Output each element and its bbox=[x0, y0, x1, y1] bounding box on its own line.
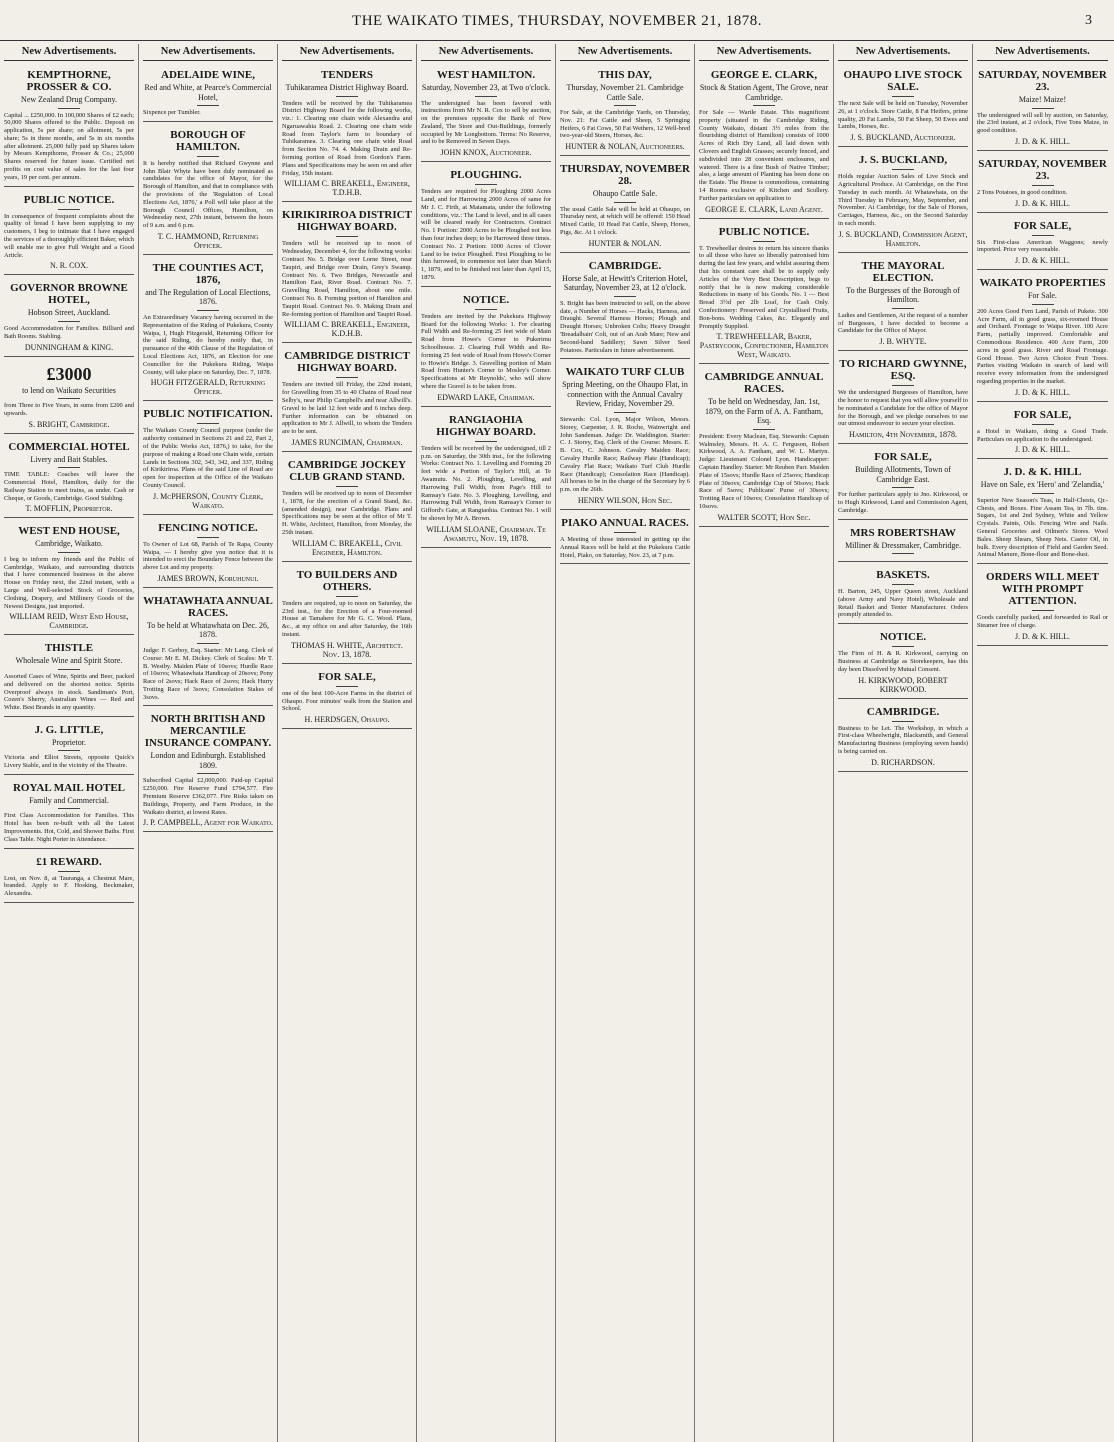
ad-signature: J. B. WHYTE. bbox=[879, 337, 927, 347]
advertisement bbox=[977, 64, 1108, 151]
advertisement bbox=[560, 255, 690, 360]
divider-rule bbox=[58, 108, 80, 109]
advertisement bbox=[560, 158, 690, 253]
ad-title: CAMBRIDGE. bbox=[866, 705, 940, 718]
advertisement bbox=[143, 517, 273, 588]
ad-body: A Meeting of those interested in getting up the Annual Races will be held at the Pukekura Cattle Hotel, Piako, on Saturday, Nov. 23, at 7 p.m. bbox=[560, 535, 690, 559]
masthead bbox=[0, 0, 1114, 41]
column-header: New Advertisements. bbox=[977, 44, 1108, 61]
ad-signature: J. S. BUCKLAND, Commission Agent, Hamilton. bbox=[838, 229, 968, 248]
ad-signature: J. D. & K. HILL. bbox=[1014, 445, 1071, 455]
ad-subtitle: Milliner & Dressmaker, Cambridge. bbox=[845, 540, 961, 550]
divider-rule bbox=[58, 209, 80, 210]
divider-rule bbox=[892, 553, 914, 554]
ad-title: ORDERS WILL MEET WITH PROMPT ATTENTION. bbox=[986, 571, 1099, 608]
ad-subtitle: To the Burgesses of the Borough of Hamilton. bbox=[846, 285, 960, 305]
ad-signature: Hamilton, 4th November, 1878. bbox=[849, 430, 957, 440]
divider-rule bbox=[892, 646, 914, 647]
ad-signature: HENRY WILSON, Hon Sec. bbox=[577, 495, 673, 505]
divider-rule bbox=[892, 487, 914, 488]
advertisement bbox=[838, 353, 968, 444]
ad-title: CAMBRIDGE ANNUAL RACES. bbox=[704, 371, 824, 396]
ad-body: Good Accommodation for Families. Billiard and Bath Rooms. Stabling. bbox=[4, 324, 134, 340]
advertisement bbox=[838, 149, 968, 253]
advertisement bbox=[143, 403, 273, 514]
ad-body: Assorted Cases of Wine, Spirits and Beer, packed and delivered on the shortest notice. Spirits Overproof always in stock. Sandiman's Port, Cozen's Sherry, Australian Wines — Red and White. Best Brands in any quantity. bbox=[4, 672, 134, 712]
ad-signature: H. HERDSGEN, Ohaupo. bbox=[304, 715, 390, 725]
divider-rule bbox=[58, 321, 80, 322]
ad-body: Ladies and Gentlemen, At the request of a number of Burgesses, I have decided to become a Candidate for the Office of Mayor. bbox=[838, 311, 968, 335]
ad-body: Tenders will be received up to noon of Wednesday, December 4, for the following works: Contract No. 5. Bridge over Lorne Street, near Taupiri, and Bridge over Drain, Grey's Swamp. Contract No. 6. Two Bridges, Newcastle and Hamilton East, River Road. Contract No. 7. Gravelling Road, Hamilton, about one mile. Contract No. 8. Forming portion of Hamilton and Taupiri Road. Contract No. 9. Making Drain and Re-forming portion of Hamilton and Taupiri Road. bbox=[282, 240, 412, 318]
ad-signature: T. C. HAMMOND, Returning Officer. bbox=[157, 231, 259, 250]
ad-title: J. G. LITTLE, bbox=[34, 723, 104, 736]
ad-body: Tenders will be received up to noon of December 1, 1878, for the erection of a Grand Stand, &c. (amended design), near Cambridge. Plans and Specifications may be seen at the office of Mr T. H. White, Architect, Hamilton, from Monday, the 25th instant. bbox=[282, 490, 412, 536]
ad-title: MRS ROBERTSHAW bbox=[850, 526, 956, 539]
column-6 bbox=[695, 44, 834, 1442]
ad-signature: T. TREWHEELLAR, Baker, Pastrycook, Confectioner, Hamilton West, Waikato. bbox=[699, 332, 829, 360]
ad-title: TO RICHARD GWYNNE, ESQ. bbox=[839, 358, 967, 383]
ad-title: WHATAWHATA ANNUAL RACES. bbox=[143, 594, 273, 619]
ad-signature: WILLIAM REID, West End House, Cambridge. bbox=[9, 612, 129, 631]
divider-rule bbox=[58, 467, 80, 468]
ad-signature: H. KIRKWOOD, ROBERT KIRKWOOD. bbox=[858, 675, 948, 694]
ad-title: WEST END HOUSE, bbox=[18, 525, 120, 538]
advertisement bbox=[560, 361, 690, 509]
ad-body: The next Sale will be held on Tuesday, November 26, at 1 o'clock. Store Cattle, 8 Fat Heifers, prime quality, 20 Fat Lambs, 50 Fat Sheep, 50 Ewes and Lambs, Horses, &c. bbox=[838, 100, 968, 131]
ad-body: Judge: F. Gerboy, Esq. Starter: Mr Lang. Clerk of Course: Mr E. M. Dickey. Clerk of Scales: Mr T. B. Westby. Maiden Plate of 10sovs; Hurdle Race of 10sovs; Whatawhata Handicap of 20sovs; Pony Race of 2sovs; Hack Race of 2sovs; Hack Hurry Trotting Race of 3sovs; Consolation Stakes of 3sovs. bbox=[143, 646, 273, 701]
divider-rule bbox=[475, 184, 497, 185]
ad-signature: JOHN KNOX, Auctioneer. bbox=[440, 148, 532, 158]
divider-rule bbox=[336, 596, 358, 597]
ad-title: WEST HAMILTON. bbox=[436, 69, 536, 81]
ad-body: An Extraordinary Vacancy having occurred in the Representation of the Riding of Pukekura, County Waipa, I, Hugh Fitzgerald, Returning Officer for the said Riding, do hereby notify that, in pursuance of the 40th Clause of the Regulation of Local Elections Act, 1876, an Election for one Councillor for the Pukekura Riding, Waipa County, will take place on Saturday, Dec. 7, 1878. bbox=[143, 313, 273, 376]
page-title: THE WAIKATO TIMES, THURSDAY, NOVEMBER 21, 1878. bbox=[352, 13, 762, 29]
ad-subtitle: London and Edinburgh. Established 1809. bbox=[150, 751, 266, 770]
ad-body: Holds regular Auction Sales of Live Stock and Agricultural Produce. At Cambridge, on the First Tuesday in each month. At Whatawhata, on the Third Tuesday in February, May, September, and November. At Cambridge, for the Sale of Horses, Carriages, Harness, &c., on the Second Saturday in each month. bbox=[838, 173, 968, 227]
advertisement bbox=[421, 289, 551, 407]
ad-body: President: Every Maclean, Esq. Stewards: Captain Walmsley, Messrs. H. A. C. Ferguson, Robert Kirkwood, A. A. Fantham, and W. L. Martyn. Judge: Lieutenant Colonel Lyon. Handicapper: Captain Handley. Starter: Mr Reuben Parr. Maiden Plate of 15sovs; Hurdle Race of 25sovs; Handicap Plate of 30sovs; Cambridge Cup of 50sovs; Hack Race of 5sovs; Publicans' Purse of 30sovs; Trotting Race of 10sovs; Consolation Handicap of 10sovs. bbox=[699, 432, 829, 510]
divider-rule bbox=[614, 202, 636, 203]
ad-signature: N. R. COX. bbox=[49, 261, 88, 271]
divider-rule bbox=[336, 377, 358, 378]
advertisement bbox=[977, 272, 1108, 401]
divider-rule bbox=[336, 686, 358, 687]
divider-rule bbox=[614, 105, 636, 106]
ad-signature: JAMES RUNCIMAN, Chairman. bbox=[291, 438, 403, 448]
divider-rule bbox=[753, 429, 775, 430]
advertisement bbox=[4, 436, 134, 519]
advertisement bbox=[838, 255, 968, 351]
advertisement bbox=[143, 590, 273, 707]
ad-title: GEORGE E. CLARK, bbox=[710, 69, 818, 81]
advertisement bbox=[838, 701, 968, 772]
column-4 bbox=[417, 44, 556, 1442]
ad-title: WAIKATO TURF CLUB bbox=[565, 366, 685, 379]
ad-subtitle: and The Regulation of Local Elections, 1876. bbox=[145, 287, 271, 307]
ad-title: NOTICE. bbox=[879, 631, 927, 644]
ad-signature: J. D. & K. HILL. bbox=[1014, 387, 1071, 397]
divider-rule bbox=[892, 169, 914, 170]
divider-rule bbox=[614, 532, 636, 533]
column-header: New Advertisements. bbox=[699, 44, 829, 61]
divider-rule bbox=[475, 441, 497, 442]
ad-signature: WILLIAM C. BREAKELL, Engineer, K.D.H.B. bbox=[284, 320, 410, 339]
ad-title: J. S. BUCKLAND, bbox=[858, 154, 948, 167]
ad-title: OHAUPO LIVE STOCK SALE. bbox=[843, 69, 963, 93]
ad-subtitle: To be held on Wednesday, Jan. 1st, 1879, on the Farm of A. A. Fantham, Esq. bbox=[705, 397, 823, 426]
divider-rule bbox=[58, 871, 80, 872]
advertisement bbox=[977, 404, 1108, 460]
ad-body: Business to be Let. The Workshop, in which a First-class Wheelwright, Blacksmith, and General Manufacturing Business (employing seven hands) is being carried on. bbox=[838, 724, 968, 755]
advertisement bbox=[4, 777, 134, 849]
ad-subtitle: To be held at Whatawhata on Dec. 26, 1878. bbox=[146, 620, 270, 640]
advertisement bbox=[838, 64, 968, 147]
ad-signature: T. MOFFLIN, Proprietor. bbox=[25, 504, 113, 514]
ad-body: In consequence of frequent complaints about the quality of bread I have been supplying to my customers, I beg to intimate that I have engaged the services of a thoroughly efficient Baker, which will enable me to give Full Weight and a Good Article. bbox=[4, 212, 134, 259]
ad-body: The usual Cattle Sale will be held at Ohaupo, on Thursday next, at which will be offered: 150 Head Mixed Cattle, 10 Head Fat Cattle, Sheep, Horses, Pigs, &c. At 1 o'clock. bbox=[560, 205, 690, 237]
divider-rule bbox=[58, 808, 80, 809]
ad-title: THE COUNTIES ACT, 1876, bbox=[152, 261, 264, 286]
divider-rule bbox=[197, 423, 219, 424]
ad-body: The undersigned will sell by auction, on Saturday, the 23rd instant, at 2 o'clock, Five Tons Maize, in good condition. bbox=[977, 111, 1108, 135]
divider-rule bbox=[475, 96, 497, 97]
divider-rule bbox=[614, 296, 636, 297]
ad-title: KEMPTHORNE, PROSSER & CO. bbox=[26, 69, 112, 93]
ad-signature: J. McPHERSON, County Clerk, Waikato. bbox=[152, 491, 263, 510]
column-header: New Advertisements. bbox=[560, 44, 690, 61]
advertisement bbox=[421, 164, 551, 287]
ad-signature: WILLIAM C. BREAKELL, Civil Engineer, Hamilton. bbox=[292, 538, 402, 557]
divider-rule bbox=[1032, 108, 1054, 109]
ad-title: PUBLIC NOTICE. bbox=[718, 225, 810, 238]
ad-title: GOVERNOR BROWNE HOTEL, bbox=[10, 282, 128, 307]
divider-rule bbox=[58, 669, 80, 670]
ad-title: CAMBRIDGE DISTRICT HIGHWAY BOARD. bbox=[284, 350, 410, 375]
ad-signature: J. S. BUCKLAND, Auctioneer. bbox=[850, 133, 956, 143]
column-8 bbox=[973, 44, 1112, 1442]
ad-subtitle: Family and Commercial. bbox=[29, 795, 109, 805]
advertisement bbox=[977, 153, 1108, 213]
advertisement bbox=[282, 454, 412, 562]
column-header: New Advertisements. bbox=[421, 44, 551, 61]
ad-body: Tenders are required, up to noon on Saturday, the 23rd inst., for the Erection of a Four-roomed House at Tamahere for Mr G. C. Wood. Plans, &c., at my office on and after Saturday, the 16th instant. bbox=[282, 599, 412, 638]
ad-signature: J. D. & K. HILL. bbox=[1014, 256, 1071, 266]
ad-title: BASKETS. bbox=[876, 569, 930, 582]
ad-body: It is hereby notified that Richard Gwynne and John Blair Whyte have been duly nominated as candidates for the office of Mayor, for the Borough of Hamilton, and that in compliance with the provisions of the 'Regulation of Local Elections Act, 1876,' a Poll will take place at the Borough Council Offices, Hamilton, on Wednesday next, 27th instant, between the hours of 9 a.m. and 6 p.m. bbox=[143, 159, 273, 230]
ad-signature: WALTER SCOTT, Hon Sec. bbox=[717, 512, 811, 522]
ad-subtitle: Spring Meeting, on the Ohaupo Flat, in connection with the Annual Cavalry Review, Friday, November 29. bbox=[562, 380, 688, 409]
advertisement bbox=[143, 257, 273, 401]
advertisement bbox=[421, 64, 551, 162]
ad-signature: S. BRIGHT, Cambridge. bbox=[28, 419, 110, 429]
column-header: New Advertisements. bbox=[143, 44, 273, 61]
ad-signature: GEORGE E. CLARK, Land Agent. bbox=[705, 204, 823, 214]
ad-body: For further particulars apply to Jno. Kirkwood, or to Hugh Kirkwood, Land and Commission Agent, Cambridge. bbox=[838, 491, 968, 514]
ad-subtitle: Livery and Bait Stables. bbox=[30, 454, 108, 464]
ad-signature: EDWARD LAKE, Chairman. bbox=[437, 392, 535, 402]
ad-title: ADELAIDE WINE, bbox=[161, 69, 255, 81]
ad-signature: J. P. CAMPBELL, Agent for Waikato. bbox=[143, 818, 273, 828]
ad-signature: HUNTER & NOLAN, Auctioneers. bbox=[565, 142, 685, 152]
divider-rule bbox=[336, 486, 358, 487]
ad-title: ROYAL MAIL HOTEL bbox=[12, 781, 126, 794]
divider-rule bbox=[753, 105, 775, 106]
ad-body: 200 Acres Good Fern Land, Parish of Pukete. 300 Acre Farm, all in good grass, six-roomed House and Orchard. Frontage to Waipa River. 100 Acre Farm, partially improved. Comfortable and Commodious Residence. 400 Acre Farm, 200 acres in good grass. River and Road Frontage. Good House. Two Acres Choice Fruit Trees. Parties visiting Waikato in search of land will receive every information from the undersigned regarding properties in the market. bbox=[977, 307, 1108, 385]
ad-signature: WILLIAM C. BREAKELL, Engineer, T.D.H.B. bbox=[284, 179, 410, 198]
divider-rule bbox=[197, 156, 219, 157]
advertisement bbox=[838, 446, 968, 519]
ad-title: COMMERCIAL HOTEL bbox=[8, 440, 130, 453]
advertisement bbox=[143, 64, 273, 122]
ad-title: £3000 bbox=[46, 363, 92, 384]
ad-subtitle: New Zealand Drug Company. bbox=[21, 95, 117, 104]
divider-rule bbox=[892, 96, 914, 97]
ad-title: WAIKATO PROPERTIES bbox=[979, 277, 1106, 290]
ad-body: We the undersigned Burgesses of Hamilton, have the honor to request that you will allow yourself to be nominated a Candidate for the office of Mayor for the Borough, and we pledge ourselves to use our utmost endeavour to secure your election. bbox=[838, 389, 968, 428]
advertisement bbox=[4, 277, 134, 356]
ad-signature: J. D. & K. HILL. bbox=[1014, 631, 1071, 641]
ad-subtitle: Hobson Street, Auckland. bbox=[27, 308, 111, 318]
column-1 bbox=[0, 44, 139, 1442]
divider-rule bbox=[892, 308, 914, 309]
ad-body: Goods carefully packed, and forwarded to Rail or Steamer free of charge. bbox=[977, 614, 1108, 630]
column-7 bbox=[834, 44, 973, 1442]
divider-rule bbox=[197, 537, 219, 538]
ad-title: FOR SALE, bbox=[318, 670, 376, 683]
divider-rule bbox=[1032, 493, 1054, 494]
advertisement bbox=[699, 64, 829, 219]
ad-body: T. Trewheellar desires to return his sincere thanks to all those who have so liberally patronised him during the last few years, and whilst assuring them that his constant care shall be to supply only Articles of the Very Best Description, begs to notify that he is now making considerable Reductions in many of his Goods. No. 1 — Best Bread 3½d per 2lb Loaf, for Cash Only. Confectionery: Preserved and Crystallised Fruits, Bon-bons. Wedding Cakes, &c. Elegantly and Promptly Supplied. bbox=[699, 244, 829, 330]
ad-body: Lost, on Nov. 8, at Tauranga, a Chestnut Mare, branded. Apply to F. Hosking, Beckmaker, Alexandra. bbox=[4, 874, 134, 898]
divider-rule bbox=[336, 96, 358, 97]
advertisement bbox=[4, 719, 134, 775]
ad-body: For Sale, at the Cambridge Yards, on Thursday, Nov. 21: Fat Cattle and Sheep, 5 Springing Heifers, 6 Fat Cows, 50 Fat Wethers, 12 Well-bred two-year-old Steers, Horses, &c. bbox=[560, 109, 690, 140]
ad-subtitle: For Sale. bbox=[1028, 291, 1057, 301]
advertisement bbox=[838, 522, 968, 563]
ad-body: Tenders will be received by the Tuhikaramea District Highway Board for the following works, viz.: 1. Clearing one chain wide Alexandra and Ngaruawahia Road. 2. Clearing one chain wide Road from Taylor's farm to boundary of Tuhikaramea. 3. Clearing one chain wide Road from Section No. 74. 4. Making Drain and Re-forming portion of Road from Gordon's Farm. Plans and Specifications may be seen on and after Friday, 15th instant. bbox=[282, 99, 412, 177]
ad-title: THE MAYORAL ELECTION. bbox=[861, 259, 945, 284]
divider-rule bbox=[892, 385, 914, 386]
ad-subtitle: Proprietor. bbox=[52, 737, 86, 747]
advertisement bbox=[4, 637, 134, 716]
ad-title: SATURDAY, NOVEMBER 23. bbox=[978, 157, 1107, 182]
advertisement bbox=[143, 708, 273, 832]
advertisement bbox=[421, 409, 551, 548]
ad-subtitle: Have on Sale, ex 'Hero' and 'Zelandia,' bbox=[980, 480, 1105, 490]
divider-rule bbox=[1032, 610, 1054, 611]
advertisement bbox=[4, 189, 134, 276]
ad-title: FOR SALE, bbox=[1013, 408, 1072, 421]
divider-rule bbox=[1032, 424, 1054, 425]
ad-body: one of the best 100-Acre Farms in the district of Ohaupo. Four minutes' walk from the Station and School. bbox=[282, 689, 412, 713]
divider-rule bbox=[892, 721, 914, 722]
ad-body: Tenders are required for Ploughing 2000 Acres Land, and for Harrowing 2000 Acres of same for Mr J. C. Firth, at Matamata, under the following conditions, viz.: The Land is level, and in all cases will be cleared ready for Contractors. Contract No. 1 Portion: 2000 Acres to be Ploughed not less than four inches deep; to be Harrowed three times. Contract No. 2 Portion: 1000 Acres of Clover Land to be twice Ploughed. First Ploughing to be thin furrowed, to commence not later than March 1, 1879, and to be finished not later than April 15, 1879. bbox=[421, 188, 551, 282]
column-5 bbox=[556, 44, 695, 1442]
ad-body: First Class Accommodation for Families. This Hotel has been re-built with all the Latest Improvements. Hot, Cold, and Shower Baths. First Class Table. Night Porter in Attendance. bbox=[4, 812, 134, 843]
ad-body: S. Bright has been instructed to sell, on the above date, a Number of Horses — Hacks, Harness, and Draught. Several Harness Horses; Plough and Draught Horses; Unbroken Colts; Heavy Draught 'Breadalbain' Colt, out of an Arab Mare; New and Second-hand Saddlery; Sawn Silver Seed Potatoes. Particulars in future advertisement. bbox=[560, 299, 690, 354]
ad-signature: JAMES BROWN, Koruhunui. bbox=[157, 573, 259, 583]
ad-subtitle: Stock & Station Agent, The Grove, near Cambridge. bbox=[699, 83, 829, 102]
ad-subtitle: Ohaupo Cattle Sale. bbox=[592, 189, 658, 199]
divider-rule bbox=[892, 584, 914, 585]
ad-signature: D. RICHARDSON. bbox=[871, 757, 935, 767]
advertisement bbox=[143, 124, 273, 255]
ad-body: Tenders are invited till Friday, the 22nd instant, for Gravelling from 35 to 40 Chains of Road near Selby's, near Philip Campbell's and near Allwill's. Gravel to be laid 12 feet wide and 6 inches deep. Further information can be obtained on application to Mr J. Allwill, to whom the Tenders are to be sent. bbox=[282, 381, 412, 436]
divider-rule bbox=[336, 236, 358, 237]
ad-body: Tenders will be received by the undersigned, till 2 p.m. on Saturday, the 30th inst., for the following Works: Contract No. 1. Levelling and Forming 20 feet wide a Portion of Taylor's Hill, at Te Awamutu. No. 2. Ploughing, Levelling, and Harrowing Full Width, from Page's Hill to Ramsay's Gate. No. 3. Ploughing, Levelling, and Harrowing Full Width, from Ramsay's Corner to Gifford's Gate, at Rangiaohia. Contract No. 1 will be shown by Mr A. Brown. bbox=[421, 444, 551, 522]
advertisement bbox=[282, 666, 412, 729]
ad-title: TENDERS bbox=[321, 69, 373, 81]
ad-title: FOR SALE, bbox=[874, 451, 932, 464]
ad-signature: DUNNINGHAM & KING. bbox=[24, 342, 114, 352]
divider-rule bbox=[1032, 235, 1054, 236]
ad-body: For Sale — Wartle Estate. This magnificent property (situated in the Cambridge Riding, County Waikato, distant 3½ miles from the flourishing district of Hamilton) consists of 1000 Acres of Rich Dry Land, all laid down with Clovers and English Grasses; securely fenced, and subdivided into 28 convenient enclosures, and watered. There is a fine Bush of Native Timber; also, a large amount of Planting has been done on the Estate. The House is commodious, containing 14 Rooms exclusive of Kitchen and Scullery. Further particulars on application to bbox=[699, 109, 829, 202]
ad-title: £1 REWARD. bbox=[36, 855, 102, 868]
advertisement bbox=[4, 64, 134, 187]
ad-body: To Owner of Lot 68, Parish of Te Rapa, County Waipa, — I hereby give you notice that it is intended to erect the Boundary Fence between the above Lot and my property. bbox=[143, 540, 273, 572]
ad-body: The undersigned has been favored with instructions from Mr N. R. Cox to sell by auction, on the premises opposite the Bank of New Zealand, The Store and Out-Buildings, formerly occupied by Mr Longbottom. Terms: No Reserve, and to be Removed in Seven Days. bbox=[421, 99, 551, 146]
divider-rule bbox=[1032, 185, 1054, 186]
divider-rule bbox=[58, 750, 80, 751]
ad-body: Tenders are invited by the Pukekura Highway Board for the following Works: 1. For clearing Full Width and Re-forming 25 feet wide of Main Road from Howe's Corner to Pukerimu Schoolhouse. 2. Clearing Full Width and Re-forming 25 feet wide of Road from Howe's Corner to Howie's Bridge. 3. Gravelling portion of Main Road from Hunter's Corner to Mosley's Corner. Specifications at Mr Reynolds', who will show where the Gravel is to be taken from. bbox=[421, 312, 551, 391]
ad-body: The Firm of H. & R. Kirkwood, carrying on Business at Cambridge as Storekeepers, has this day been Dissolved by Mutual Consent. bbox=[838, 650, 968, 673]
divider-rule bbox=[614, 412, 636, 413]
ad-signature: HUNTER & NOLAN. bbox=[588, 238, 662, 248]
column-header: New Advertisements. bbox=[282, 44, 412, 61]
ad-body: 2 Tons Potatoes, in good condition. bbox=[977, 188, 1068, 196]
divider-rule bbox=[197, 643, 219, 644]
column-header: New Advertisements. bbox=[838, 44, 968, 61]
ad-title: BOROUGH OF HAMILTON. bbox=[170, 128, 246, 153]
column-2 bbox=[139, 44, 278, 1442]
advertisement bbox=[977, 461, 1108, 564]
ad-signature: HUGH FITZGERALD, Returning Officer. bbox=[150, 378, 266, 397]
ad-title: THISTLE bbox=[44, 642, 94, 655]
ad-title: TO BUILDERS AND OTHERS. bbox=[296, 568, 398, 593]
ad-body: a Hotel in Waikato, doing a Good Trade. Particulars on application to the undersigned. bbox=[977, 427, 1108, 443]
ad-body: Superior New Season's Teas, in Half-Chests, Qr.-Chests, and Boxes. Fine Assam Tea, in 7lb. tins. Sugars, 1st and 2nd Sydney, White and Yellow Crystals. Paints, Oils. Fencing Wire and Nails. General Groceries and Oilmen's Stores. Wool Bales. Sheep Shears, Sheep Nets. Castor Oil, in bulk. Every description of Field and Garden Seed. Animal Manure, Bone-flour and Bone-dust. bbox=[977, 496, 1108, 559]
advertisement bbox=[838, 626, 968, 698]
column-3 bbox=[278, 44, 417, 1442]
ad-signature: J. D. & K. HILL. bbox=[1014, 136, 1071, 146]
ad-body: H. Barton, 245, Upper Queen street, Auckland (above Army and Navy Hotel), Wholesale and Retail Basket and Tenter Manufacturer. Orders promptly attended to. bbox=[838, 588, 968, 619]
ad-subtitle: Wholesale Wine and Spirit Store. bbox=[15, 656, 123, 666]
ad-title: CAMBRIDGE JOCKEY CLUB GRAND STAND. bbox=[287, 459, 407, 484]
ad-title: KIRIKIRIROA DISTRICT HIGHWAY BOARD. bbox=[282, 209, 412, 234]
ad-body: Sixpence per Tumbler. bbox=[143, 109, 201, 116]
ad-body: Capital ... £250,000. In 100,000 Shares of £2 each; 50,000 Shares offered to the Public. Deposit on application, 5s per share; on allotment, 5s per share; 5s in three months, and 5s in six months after allotment. 25,000 fully paid up Shares taken by Messrs Kempthorne, Prosser & Co.; 25,000 Shares reserved for future issue. Certified net profits on cost value of sales for the last four years, 19 per cent. per annum. bbox=[4, 111, 134, 181]
ad-title: PLOUGHING. bbox=[450, 169, 522, 182]
divider-rule bbox=[58, 552, 80, 553]
advertisement bbox=[4, 359, 134, 434]
ad-body: Victoria and Elliot Streets, opposite Quick's Livery Stable, and in the vicinity of the Theatre. bbox=[4, 754, 134, 770]
advertisement bbox=[4, 520, 134, 635]
ad-subtitle: Cambridge, Waikato. bbox=[35, 539, 103, 549]
page-number: 3 bbox=[1085, 13, 1092, 28]
ad-title: RANGIAOHIA HIGHWAY BOARD. bbox=[436, 413, 536, 438]
advert-columns bbox=[0, 44, 1114, 1442]
advertisement bbox=[977, 566, 1108, 646]
ad-subtitle: Building Allotments, Town of Cambridge East. bbox=[855, 465, 951, 484]
ad-title: THURSDAY, NOVEMBER 28. bbox=[560, 163, 690, 188]
advertisement bbox=[560, 512, 690, 564]
ad-signature: J. D. & K. HILL. bbox=[1014, 198, 1071, 208]
ad-signature: THOMAS H. WHITE, Architect. Nov. 13, 1878. bbox=[291, 640, 403, 659]
ad-body: The Waikato County Council purpose (under the authority contained in Sections 21 and 22, Part 2, of the Public Works Act, 1876,) to take, for the purpose of making a Road one Chain wide, certain Lands in Sections 302, 343, 342, and 337, Riding of Kirikiriroa. Plans of the said Line of Road are open for inspection at the Office of the Waikato County Council. bbox=[143, 427, 273, 489]
advertisement bbox=[282, 345, 412, 452]
ad-subtitle: Saturday, November 23, at Two o'clock. bbox=[421, 83, 551, 92]
ad-body: TIME TABLE: Coaches will leave the Commercial Hotel, Hamilton, daily for the Railway Station to meet trains, as under. Cash or Cheque, or Goods, Cambridge. Good Stabling. bbox=[4, 471, 134, 502]
ad-title: PUBLIC NOTICE. bbox=[23, 193, 115, 206]
divider-rule bbox=[197, 105, 219, 106]
ad-body: Subscribed Capital £2,000,000. Paid-up Capital £250,000. Fire Reserve Fund £794,577. Fire Premium Reserve £362,077. Fire Risks taken on Buildings, Property, and Farm Produce, in the Waikato district, at lowest Rates. bbox=[143, 777, 273, 816]
column-header: New Advertisements. bbox=[4, 44, 134, 61]
advertisement bbox=[560, 64, 690, 156]
divider-rule bbox=[1032, 304, 1054, 305]
ad-title: NORTH BRITISH AND MERCANTILE INSURANCE COMPANY. bbox=[144, 713, 272, 750]
ad-subtitle: Red and White, at Pearce's Commercial Hotel, bbox=[144, 83, 272, 102]
ad-title: SATURDAY, NOVEMBER 23. bbox=[978, 69, 1107, 93]
divider-rule bbox=[197, 310, 219, 311]
ad-subtitle: Horse Sale, at Hewitt's Criterion Hotel, Saturday, November 23, at 12 o'clock. bbox=[562, 273, 688, 293]
ad-title: FOR SALE, bbox=[1013, 219, 1072, 232]
advertisement bbox=[282, 64, 412, 202]
advertisement bbox=[977, 215, 1108, 271]
advertisement bbox=[838, 564, 968, 624]
ad-subtitle: Thursday, November 21. Cambridge Cattle Sale. bbox=[566, 83, 684, 102]
ad-title: THIS DAY, bbox=[598, 69, 652, 81]
advertisement bbox=[699, 366, 829, 526]
ad-signature: WILLIAM SLOANE, Chairman. Te Awamutu, Nov. 19, 1878. bbox=[426, 524, 546, 543]
ad-title: FENCING NOTICE. bbox=[158, 521, 258, 534]
ad-title: J. D. & K. HILL bbox=[1003, 466, 1082, 479]
ad-title: PUBLIC NOTIFICATION. bbox=[143, 408, 273, 421]
ad-body: I beg to inform my friends and the Public of Cambridge, Waikato, and surrounding districts that I have commenced business in the above House on Friday next, the 22nd instant, with a Large and Well-selected Stock of Groceries, Clothing, Drapery, and Millinery Goods of the Newest Designs, just imported. bbox=[4, 555, 134, 610]
ad-body: Six First-class American Waggons; newly imported. Price very reasonable. bbox=[977, 238, 1108, 254]
ad-subtitle: Maize! Maize! bbox=[1018, 95, 1067, 104]
ad-subtitle: Tuhikaramea District Highway Board. bbox=[285, 83, 409, 92]
ad-title: PIAKO ANNUAL RACES. bbox=[561, 516, 689, 529]
ad-title: CAMBRIDGE. bbox=[588, 259, 662, 272]
ad-body: from Three to Five Years, in sums from £200 and upwards. bbox=[4, 402, 134, 417]
ad-body: Stewards: Col. Lyon, Major Wilson, Messrs. Storey, Carpenter, J. R. Roche, Wainwright and John Sandeman. Judge: Dr. Waddington. Starter: C. J. Storey, Esq. Clerk of the Course: Messrs. E. B. Cox, C. Johnson. Cavalry Maiden Race; Cavalry Hurdle Race; Railway Plate (Handicap); Cavalry Flat Race; Waikato Turf Club Hurdle Race (Handicap); Consolation Race (Handicap). All horses to be in the charge of the Secretary by 6 p.m. on the 26th. bbox=[560, 415, 690, 494]
divider-rule bbox=[475, 309, 497, 310]
divider-rule bbox=[753, 241, 775, 242]
advertisement bbox=[4, 851, 134, 903]
divider-rule bbox=[197, 773, 219, 774]
advertisement bbox=[282, 564, 412, 664]
divider-rule bbox=[58, 398, 80, 399]
ad-title: NOTICE. bbox=[462, 293, 510, 306]
advertisement bbox=[699, 221, 829, 365]
ad-subtitle: to lend on Waikato Securities bbox=[22, 385, 116, 395]
advertisement bbox=[282, 204, 412, 343]
